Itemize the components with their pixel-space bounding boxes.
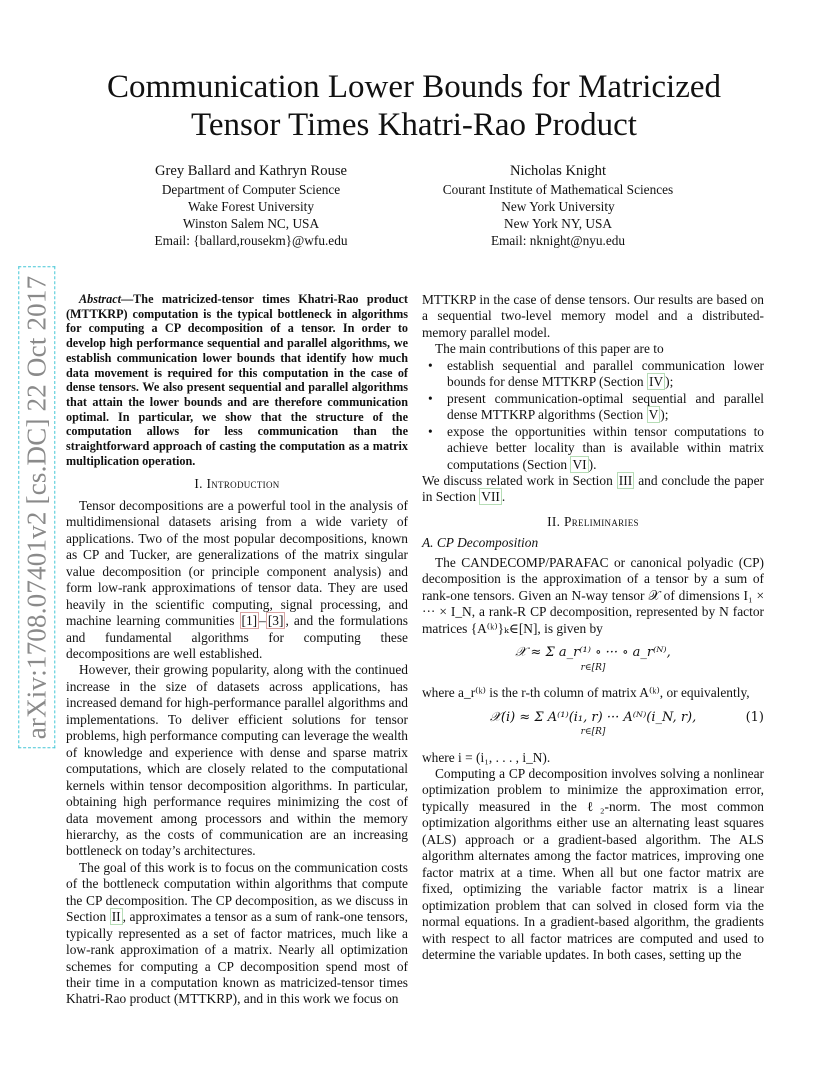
equation-subscript: r∈[R] [580, 726, 606, 737]
abstract-lead: Abstract [79, 292, 121, 306]
author-email: Email: nknight@nyu.edu [490, 233, 626, 248]
cp-paragraph-4: Computing a CP decomposition involves solving a nonlinear optimization problem to minimize the approximation error, typically measured in the ℓ₂-norm. The most common optimization algorithms either use an alternating least squares (ALS) approach or a gradient-based algorithm. The ALS algorithm alternates among the factor matrices, improving one factor matrix at a time. When all but one factor matrix are fixed, optimizing the variable factor matrix is a linear optimization problem that can solved in closed form via the normal equations. In a gradient-based algorithm, the gradients with respect to all factor matrices are computed and used to determine the variable updates. In both cases, setting up the [422, 765, 764, 962]
subsection-heading: A. CP Decomposition [422, 535, 539, 551]
author-affiliation: Winston Salem NC, USA [182, 216, 320, 231]
equation-text: 𝒳(i) ≈ Σ A⁽¹⁾(i₁, r) ··· A⁽ᴺ⁾(i_N, r), [489, 709, 697, 725]
author-block-left [120, 162, 382, 249]
paragraph-text: The goal of this work is to focus on the communication costs of the bottleneck computation within algorithms that compute the CP decomposition. The CP decomposition, as we discuss in Section [66, 859, 408, 925]
author-affiliation: Department of Computer Science [161, 182, 341, 197]
list-item [439, 391, 764, 424]
equation-cp [422, 643, 764, 679]
section-link[interactable]: VII [481, 489, 500, 505]
intro-paragraph-continued: MTTKRP in the case of dense tensors. Our results are based on a sequential two-level memory model and a distributed-memory parallel model. [422, 292, 764, 340]
paper-title: Communication Lower Bounds for Matricized Tensor Times Khatri-Rao Product [106, 69, 722, 143]
author-names: Nicholas Knight [509, 163, 607, 179]
equation-body [422, 710, 764, 741]
list-item-end: ). [588, 456, 597, 472]
list-item-end: ); [660, 407, 669, 423]
intro-paragraph-1 [66, 498, 408, 663]
author-names: Grey Ballard and Kathryn Rouse [154, 163, 348, 179]
equation-subscript: r∈[R] [580, 662, 606, 673]
arxiv-stamp-text: arXiv:1708.07401v2 [cs.DC] 22 Oct 2017 [19, 266, 56, 748]
list-item-text: present communication-optimal sequential and parallel dense MTTKRP algorithms (Section [447, 390, 764, 423]
author-affiliation: Wake Forest University [188, 199, 314, 214]
author-affiliation: New York NY, USA [504, 216, 612, 231]
cp-paragraph-3: where i = (i₁, . . . , i_N). [422, 749, 551, 765]
paragraph-text: and conclude the paper in Section [422, 472, 764, 505]
list-item [439, 424, 764, 473]
paragraph-text: , and the formulations and fundamental algorithms for computing these decompositions are well established. [66, 613, 408, 661]
contributions-intro: The main contributions of this paper are to [435, 341, 664, 357]
section-link[interactable]: III [618, 472, 633, 488]
equation-1 [422, 708, 764, 744]
arxiv-stamp [14, 262, 60, 752]
discussion-sentence [422, 473, 764, 506]
citation-link[interactable]: [3] [267, 613, 284, 629]
equation-text: 𝒳 ≈ Σ a_r⁽¹⁾ ∘ ··· ∘ a_r⁽ᴺ⁾, [515, 645, 671, 661]
section-heading-introduction [66, 476, 408, 492]
abstract-text: —The matricized-tensor times Khatri-Rao product (MTTKRP) computation is the typical bottleneck in algorithms for computing a CP decomposition of a tensor. In order to develop high performance sequential and parallel algorithms, we establish communication lower bounds that identify how much data movement is required for this computation in the case of dense tensors. We also present sequential and parallel algorithms that attain the lower bounds and are therefore communication optimal. In particular, we show that the structure of the computation allows for less communication than the straightforward approach of casting the computation as a matrix multiplication operation. [66, 292, 408, 468]
citation-link[interactable]: [1] [241, 613, 258, 629]
paragraph-text: Tensor decompositions are a powerful tool in the analysis of multidimensional datasets arising from a wide variety of applications. Two of the most popular decompositions, known as CP and Tucker, are generalizations of the matrix singular value decomposition (or principle component analysis) and form low-rank approximations of tensor data. They are used heavily in the scientific computing, signal processing, and machine learning communities [66, 497, 408, 629]
author-block-right [418, 162, 698, 249]
cp-paragraph-1: The CANDECOMP/PARAFAC or canonical polyadic (CP) decomposition is the approximation of a tensor by a sum of rank-one tensors. Given an N-way tensor 𝒳 of dimensions I₁ × ··· × I_N, a rank-R CP decomposition, represented by N factor matrices {A⁽ᵏ⁾}ₖ∈[N], is given by [422, 554, 764, 636]
abstract [66, 292, 408, 468]
contributions-list [422, 358, 764, 473]
right-column [422, 292, 764, 963]
equation-body [422, 645, 764, 676]
list-item-text: expose the opportunities within tensor computations to achieve better locality than is available within matrix computations (Section [447, 423, 764, 472]
section-title: Preliminaries [563, 513, 639, 529]
equation-number: (1) [745, 709, 764, 725]
intro-paragraph-3 [66, 860, 408, 1008]
list-item-text: establish sequential and parallel communication lower bounds for dense MTTKRP (Section [447, 357, 764, 390]
section-link[interactable]: II [111, 909, 121, 925]
section-heading-preliminaries [422, 514, 764, 530]
section-link[interactable]: IV [648, 374, 664, 390]
list-item [439, 358, 764, 391]
section-number: II. [547, 513, 561, 529]
author-email: Email: {ballard,rousekm}@wfu.edu [154, 233, 348, 248]
section-link[interactable]: V [648, 407, 659, 423]
section-title: Introduction [206, 476, 280, 492]
paragraph-text: , approximates a tensor as a sum of rank-one tensors, typically represented as a set of factor matrices, much like a low-rank approximation of a matrix. Nearly all optimization schemes for computing a CP decomposition spend most of their time in a computation known as matricized-tensor times Khatri-Rao product (MTTKRP), and in this work we focus on [66, 909, 408, 1007]
paragraph-text: . [501, 489, 506, 505]
intro-paragraph-2: However, their growing popularity, along with the continued increase in the size of datasets across applications, has increased demand for high-performance parallel algorithms and implementations. To deliver efficient solutions for tensor problems, high performance computing can leverage the wealth of knowledge and experience with dense and sparse matrix computations, which are closely related to the computational kernels within tensor decomposition algorithms. In particular, obtaining high performance requires minimizing the cost of data movement among processors and within the memory hierarchy, as the costs of communication are an increasing bottleneck on today’s architectures. [66, 662, 408, 859]
left-column [66, 292, 408, 1008]
author-affiliation: New York University [501, 199, 615, 214]
author-affiliation: Courant Institute of Mathematical Sciences [442, 182, 674, 197]
section-number: I. [194, 476, 203, 492]
list-item-end: ); [665, 374, 674, 390]
paragraph-text: We discuss related work in Section [422, 472, 617, 488]
cp-paragraph-2: where a_r⁽ᵏ⁾ is the r-th column of matrix A⁽ᵏ⁾, or equivalently, [422, 685, 750, 701]
section-link[interactable]: VI [572, 456, 587, 472]
citation-dash: – [259, 613, 266, 629]
